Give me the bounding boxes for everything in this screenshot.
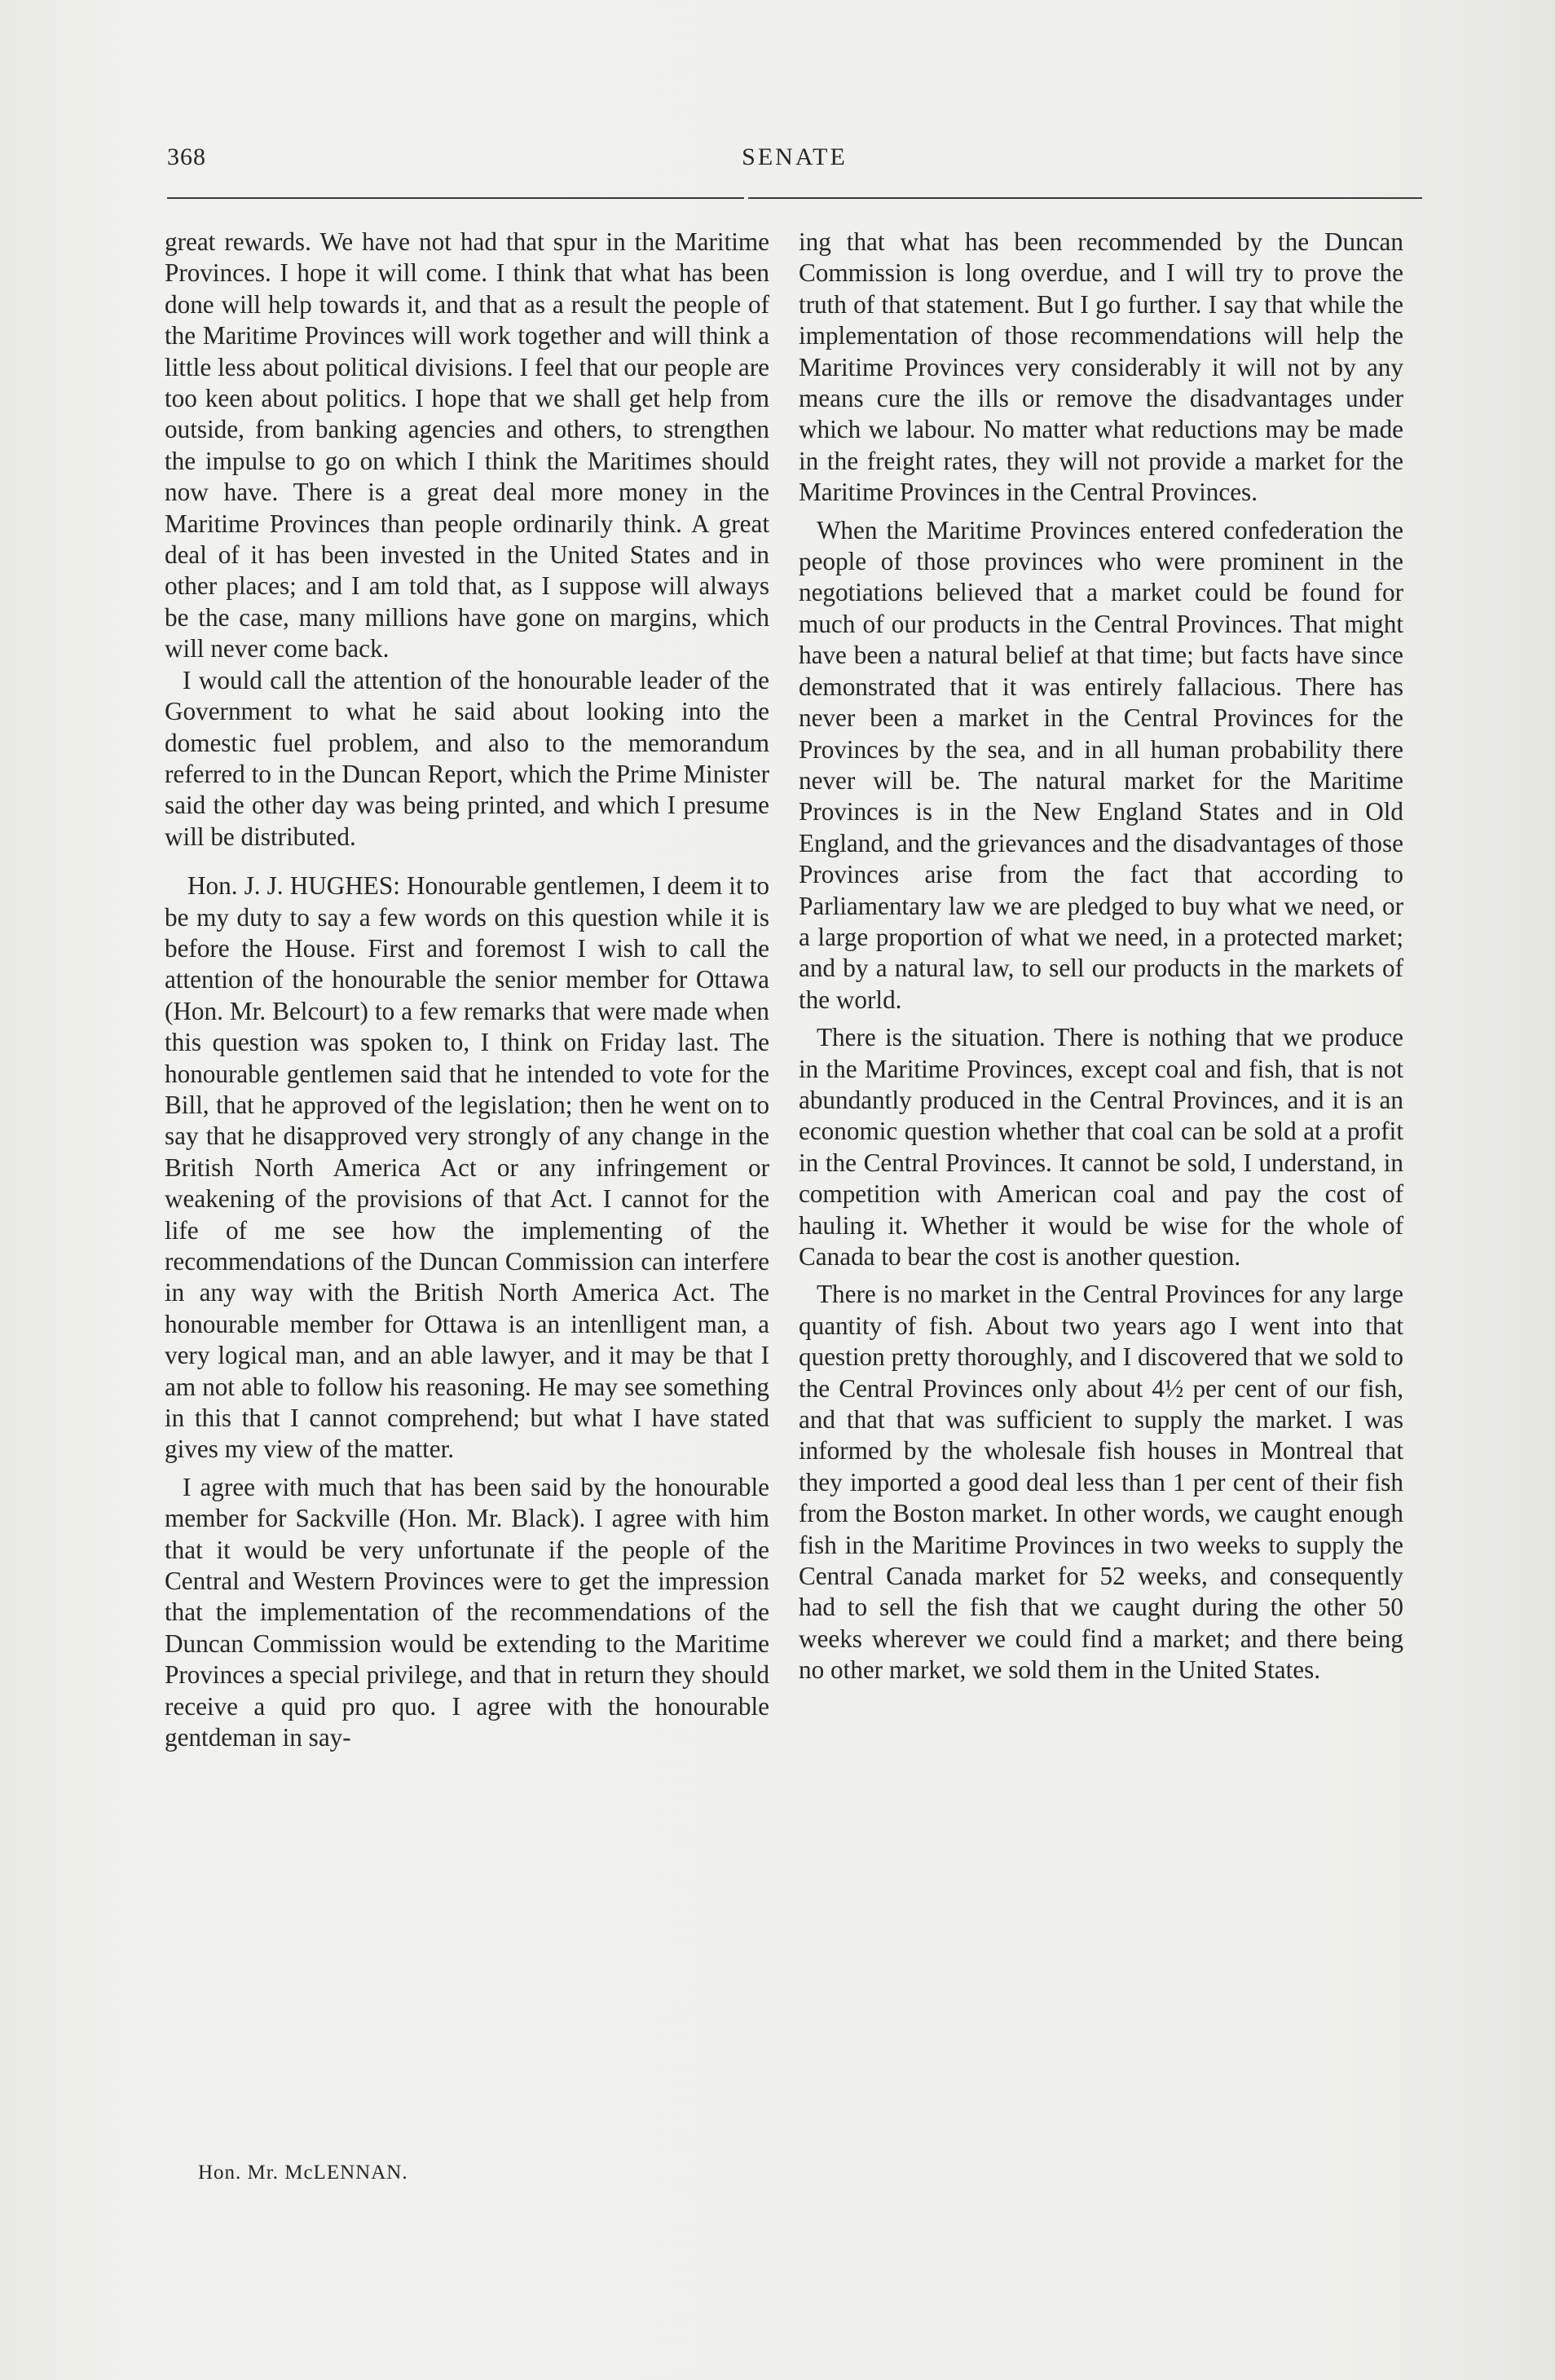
left-paragraph-3: Hon. J. J. HUGHES: Honourable gentlemen, I deem it to be my duty to say a few words on this question while it is before the House. First and foremost I wish to call the attention of the honourable the senior member for Ottawa (Hon. Mr. Belcourt) to a few remarks that were made when this question was spoken to, I think on Friday last. The honourable gentlemen said that he intended to vote for the Bill, that he approved of the legislation; then he went on to say that he disapproved very strongly of any change in the British North America Act or any infringement or weakening of the provisions of that Act. I cannot for the life of me see how the implementing of the recommendations of the Duncan Commission can interfere in any way with the British North America Act. The honourable member for Ottawa is an intenlligent man, a very logical man, and an able lawyer, and it may be that I am not able to follow his reasoning. He may see something in this that I cannot comprehend; but what I have stated gives my view of the matter. xyxy=(165,871,769,1464)
right-paragraph-1: ing that what has been recommended by the Duncan Commission is long overdue, and I will try to prove the truth of that statement. But I go further. I say that while the implementation of those recommendations will help the Maritime Provinces very considerably it will not by any means cure the ills or remove the disadvantages under which we labour. No matter what reductions may be made in the freight rates, they will not provide a market for the Maritime Provinces in the Central Provinces. xyxy=(799,227,1403,507)
page-header xyxy=(167,143,1422,179)
right-paragraph-2: When the Maritime Provinces entered confederation the people of those provinces who were prominent in the negotiations believed that a market could be found for much of our products in the Central Provinces. That might have been a natural belief at that time; but facts have since demonstrated that it was entirely fallacious. There has never been a market in the Central Provinces for the Provinces by the sea, and in all human probability there never will be. The natural market for the Maritime Provinces is in the New England States and in Old England, and the grievances and the disadvantages of those Provinces arise from the fact that according to Parliamentary law we are pledged to buy what we need, or a large proportion of what we need, in a protected market; and by a natural law, to sell our products in the markets of the world. xyxy=(799,515,1403,1014)
right-paragraph-4: There is no market in the Central Provinces for any large quantity of fish. About two years ago I went into that question pretty thoroughly, and I discovered that we sold to the Central Provinces only about 4½ per cent of our fish, and that that was sufficient to supply the market. I was informed by the wholesale fish houses in Montreal that they imported a good deal less than 1 per cent of their fish from the Boston market. In other words, we caught enough fish in the Maritime Provinces in two weeks to supply the Central Canada market for 52 weeks, and consequently had to sell the fish that we caught during the other 50 weeks wherever we could find a market; and there being no other market, we sold them in the United States. xyxy=(799,1280,1403,1685)
footer-speaker-note: Hon. Mr. McLENNAN. xyxy=(198,2162,408,2184)
page-number: 368 xyxy=(167,143,206,170)
left-paragraph-2: I would call the attention of the honourable leader of the Government to what he said about looking into the domestic fuel problem, and also to the memorandum referred to in the Duncan Report, which the Prime Minister said the other day was being printed, and which I presume will be distributed. xyxy=(165,665,769,851)
header-rule-right xyxy=(748,197,1422,199)
left-paragraph-4: I agree with much that has been said by the honourable member for Sackville (Hon. Mr. Black). I agree with him that it would be very unfortunate if the people of the Central and Western Provinces were to get the impression that the implementation of the recommendations of the Duncan Commission would be extending to the Maritime Provinces a special privilege, and that in return they should receive a quid pro quo. I agree with the honourable gentdeman in say- xyxy=(165,1472,769,1752)
right-column xyxy=(799,227,1403,1686)
right-paragraph-3: There is the situation. There is nothing that we produce in the Maritime Provinces, except coal and fish, that is not abundantly produced in the Central Provinces, and it is an economic question whether that coal can be sold at a profit in the Central Provinces. It cannot be sold, I understand, in competition with American coal and pay the cost of hauling it. Whether it would be wise for the whole of Canada to bear the cost is another question. xyxy=(799,1023,1403,1271)
running-head: SENATE xyxy=(742,143,848,170)
left-column xyxy=(165,227,769,1754)
header-rule-left xyxy=(167,197,744,199)
left-paragraph-1: great rewards. We have not had that spur in the Maritime Provinces. I hope it will come. I think that what has been done will help towards it, and that as a result the people of the Maritime Provinces will work together and will think a little less about political divisions. I feel that our people are too keen about politics. I hope that we shall get help from outside, from banking agencies and others, to strengthen the impulse to go on which I think the Maritimes should now have. There is a great deal more money in the Maritime Provinces than people ordinarily think. A great deal of it has been invested in the United States and in other places; and I am told that, as I suppose will always be the case, many millions have gone on margins, which will never come back. xyxy=(165,227,769,663)
